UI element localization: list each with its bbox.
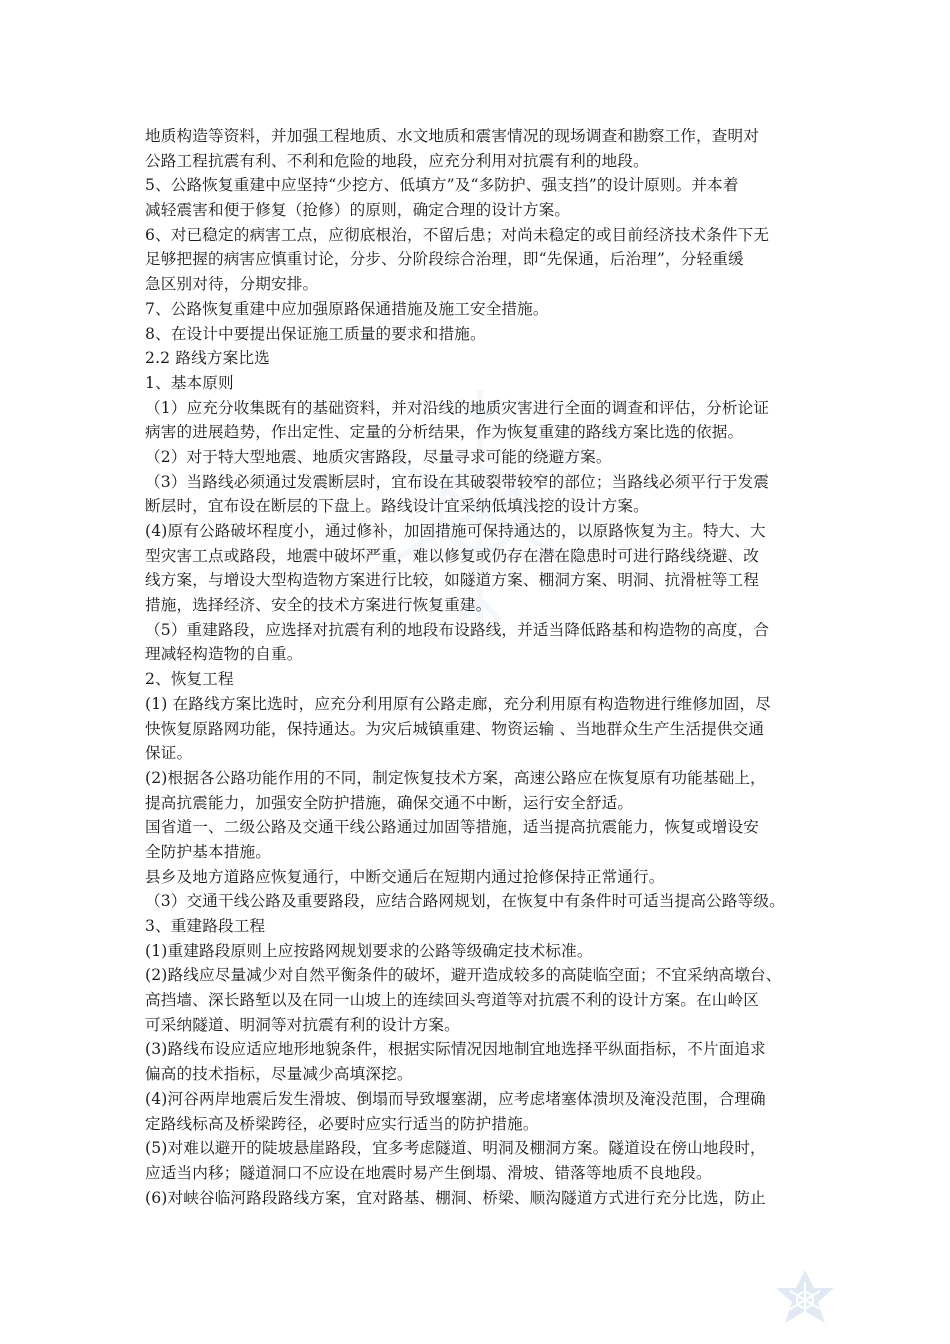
text-line: 病害的进展趋势，作出定性、定量的分析结果，作为恢复重建的路线方案比选的依据。 [145,423,744,442]
text-line: 足够把握的病害应慎重讨论，分步、分阶段综合治理，即“先保通，后治理”，分轻重缓 [145,250,744,269]
text-line: 高挡墙、深长路堑以及在同一山坡上的连续回头弯道等对抗震不利的设计方案。在山岭区 [145,991,760,1010]
text-line: (4)原有公路破坏程度小，通过修补，加固措施可保持通达的，以原路恢复为主。特大、大 [145,522,766,540]
text-line: （3）交通干线公路及重要路段，应结合路网规划，在恢复中有条件时可适当提高公路等级。 [145,892,785,911]
text-line: 2.2 路线方案比选 [145,349,270,368]
text-line: (2)根据各公路功能作用的不同，制定恢复技术方案，高速公路应在恢复原有功能基础上， [145,768,766,787]
text-line: (2)路线应尽量减少对自然平衡条件的破坏，避开造成较多的高陡临空面；不宜采纳高墩台、 [145,966,782,985]
snowflake-corner-icon [770,1268,840,1338]
text-line: 提高抗震能力，加强安全防护措施，确保交通不中断，运行安全舒适。 [145,793,634,812]
text-line: 保证。 [145,744,193,763]
text-line: 措施，选择经济、安全的技术方案进行恢复重建。 [145,596,492,615]
text-line: 急区别对待，分期安排。 [145,275,319,294]
text-line: 快恢复原路网功能，保持通达。为灾后城镇重建、物资运输 、当地群众生产生活提供交通 [145,719,765,738]
text-line: 5、公路恢复重建中应坚持“少挖方、低填方”及“多防护、强支挡”的设计原则。并本着 [145,176,739,195]
document-body [145,124,825,1210]
text-line: (4)河谷两岸地震后发生滑坡、倒塌而导致堰塞湖，应考虑堵塞体溃坝及淹没范围，合理确 [145,1089,766,1108]
text-line: 8、在设计中要提出保证施工质量的要求和措施。 [145,324,486,343]
text-line: 地质构造等资料，并加强工程地质、水文地质和震害情况的现场调查和勘察工作，查明对 [145,127,760,145]
text-line: 县乡及地方道路应恢复通行，中断交通后在短期内通过抢修保持正常通行。 [145,867,665,886]
text-line: (1) 在路线方案比选时，应充分利用原有公路走廊，充分利用原有构造物进行维修加固，尽 [145,694,771,713]
text-line: (5)对难以避开的陡坡悬崖路段，宜多考虑隧道、明洞及棚洞方案。隧道设在傍山地段时， [145,1139,766,1158]
text-line: (3)路线布设应适应地形地貌条件，根据实际情况因地制宜地选择平纵面指标，不片面追求 [145,1040,766,1059]
text-line: 应适当内移；隧道洞口不应设在地震时易产生倒塌、滑坡、错落等地质不良地段。 [145,1163,712,1182]
text-line: 7、公路恢复重建中应加强原路保通措施及施工安全措施。 [145,299,549,318]
text-line: 1、基本原则 [145,373,234,392]
text-line: （2）对于特大型地震、地质灾害路段，尽量寻求可能的绕避方案。 [145,447,612,466]
text-line: 偏高的技术指标，尽量减少高填深挖。 [145,1065,413,1084]
text-line: (6)对峡谷临河路段路线方案，宜对路基、棚洞、桥梁、顺沟隧道方式进行充分比选，防止 [145,1188,766,1207]
text-line: （1）应充分收集既有的基础资料，并对沿线的地质灾害进行全面的调查和评估，分析论证 [145,398,770,417]
text-line: 线方案，与增设大型构造物方案进行比较，如隧道方案、棚洞方案、明洞、抗滑桩等工程 [145,571,760,590]
text-line: 3、重建路段工程 [145,917,266,935]
text-line: （3）当路线必须通过发震断层时，宜布设在其破裂带较窄的部位；当路线必须平行于发震 [145,472,770,491]
text-line: 全防护基本措施。 [145,842,271,861]
text-line: 断层时，宜布设在断层的下盘上。路线设计宜采纳低填浅挖的设计方案。 [145,497,649,516]
text-line: 国省道一、二级公路及交通干线公路通过加固等措施，适当提高抗震能力，恢复或增设安 [145,818,760,837]
text-line: 定路线标高及桥梁跨径，必要时应实行适当的防护措施。 [145,1114,539,1133]
text-line: 2、恢复工程 [145,670,234,689]
text-line: 公路工程抗震有利、不利和危险的地段，应充分利用对抗震有利的地段。 [145,151,649,170]
text-line: 6、对已稳定的病害工点，应彻底根治，不留后患；对尚未稳定的或目前经济技术条件下无 [145,225,770,244]
text-line: 型灾害工点或路段，地震中破坏严重，难以修复或仍存在潜在隐患时可进行路线绕避、改 [145,546,760,565]
text-line: （5）重建路段，应选择对抗震有利的地段布设路线，并适当降低路基和构造物的高度，合 [145,620,770,639]
text-line: 减轻震害和便于修复（抢修）的原则，确定合理的设计方案。 [145,201,571,220]
text-line: (1)重建路段原则上应按路网规划要求的公路等级确定技术标准。 [145,941,593,960]
text-line: 可采纳隧道、明洞等对抗震有利的设计方案。 [145,1015,460,1034]
text-line: 理减轻构造物的自重。 [145,645,303,664]
